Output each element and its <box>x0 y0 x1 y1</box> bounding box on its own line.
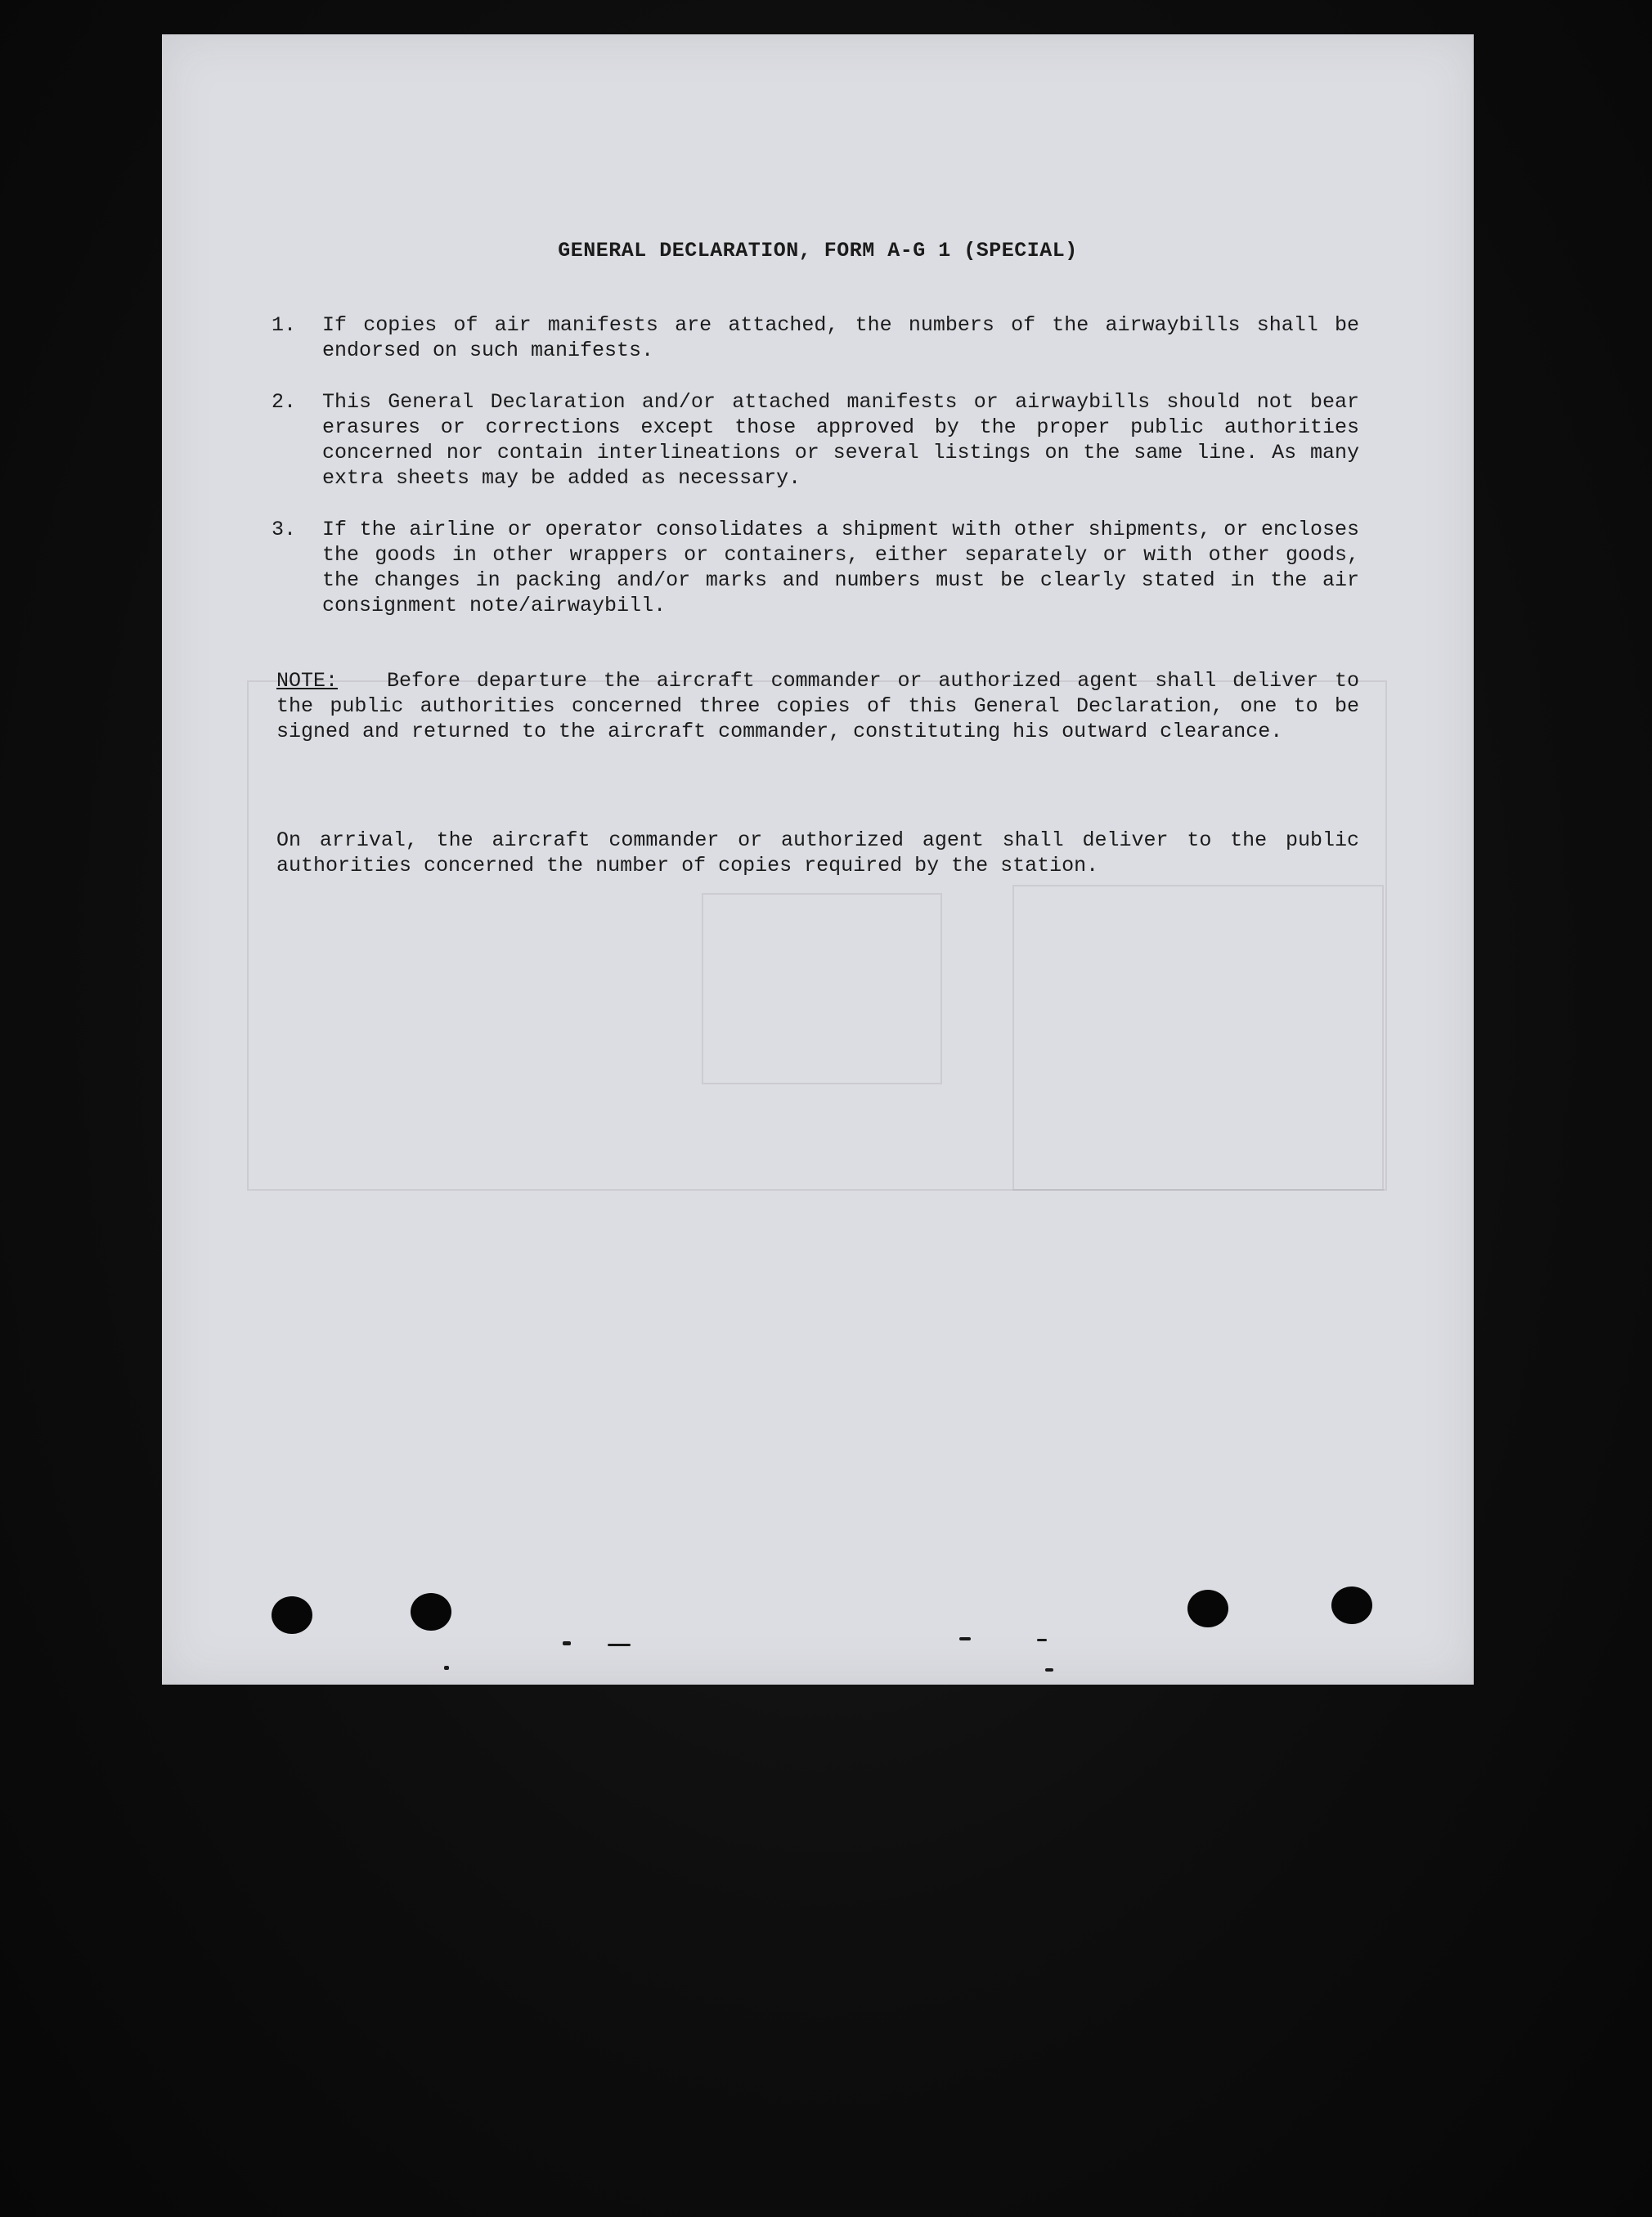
instruction-list <box>272 312 1359 644</box>
document-title: GENERAL DECLARATION, FORM A-G 1 (SPECIAL) <box>558 239 1078 263</box>
instruction-item <box>272 389 1359 491</box>
scan-speck <box>608 1644 631 1646</box>
note-paragraph <box>276 668 1359 744</box>
scan-speck <box>959 1637 971 1640</box>
item-text: If copies of air manifests are attached, the numbers of the airwaybills shall be endorsed on such manifests. <box>322 313 1359 362</box>
scan-speck <box>1037 1639 1047 1641</box>
scan-speck <box>1045 1668 1053 1672</box>
item-number: 1. <box>272 313 297 337</box>
scan-speck <box>563 1641 571 1645</box>
punch-hole <box>1187 1590 1228 1627</box>
punch-hole <box>1331 1586 1372 1624</box>
item-number: 2. <box>272 390 297 414</box>
item-number: 3. <box>272 518 297 541</box>
note-text: Before departure the aircraft commander or authorized agent shall deliver to the public authorities concerned three copies of this General Declaration, one to be signed and returned to the aircraft commander, constituting his outward clearance. <box>276 669 1359 743</box>
bleed-through-box <box>1012 885 1384 1191</box>
instruction-item <box>272 517 1359 618</box>
punch-hole <box>411 1593 451 1631</box>
document-page <box>162 34 1474 1685</box>
note-label: NOTE: <box>276 669 339 693</box>
instruction-item <box>272 312 1359 363</box>
scan-speck <box>444 1666 449 1670</box>
item-text: If the airline or operator consolidates a shipment with other shipments, or encloses the goods in other wrappers or containers, either separately or with other goods, the changes in packing and/or marks and numbers must be clearly stated in the air consignment note/airwaybill. <box>322 518 1359 617</box>
bleed-through-box <box>702 893 942 1084</box>
arrival-paragraph: On arrival, the aircraft commander or authorized agent shall deliver to the public authorities concerned the number of copies required by the station. <box>276 828 1359 877</box>
punch-hole <box>272 1596 312 1634</box>
item-text: This General Declaration and/or attached manifests or airwaybills should not bear erasures or corrections except those approved by the proper public authorities concerned nor contain interlineations or several listings on the same line. As many extra sheets may be added as necessary. <box>322 390 1359 490</box>
